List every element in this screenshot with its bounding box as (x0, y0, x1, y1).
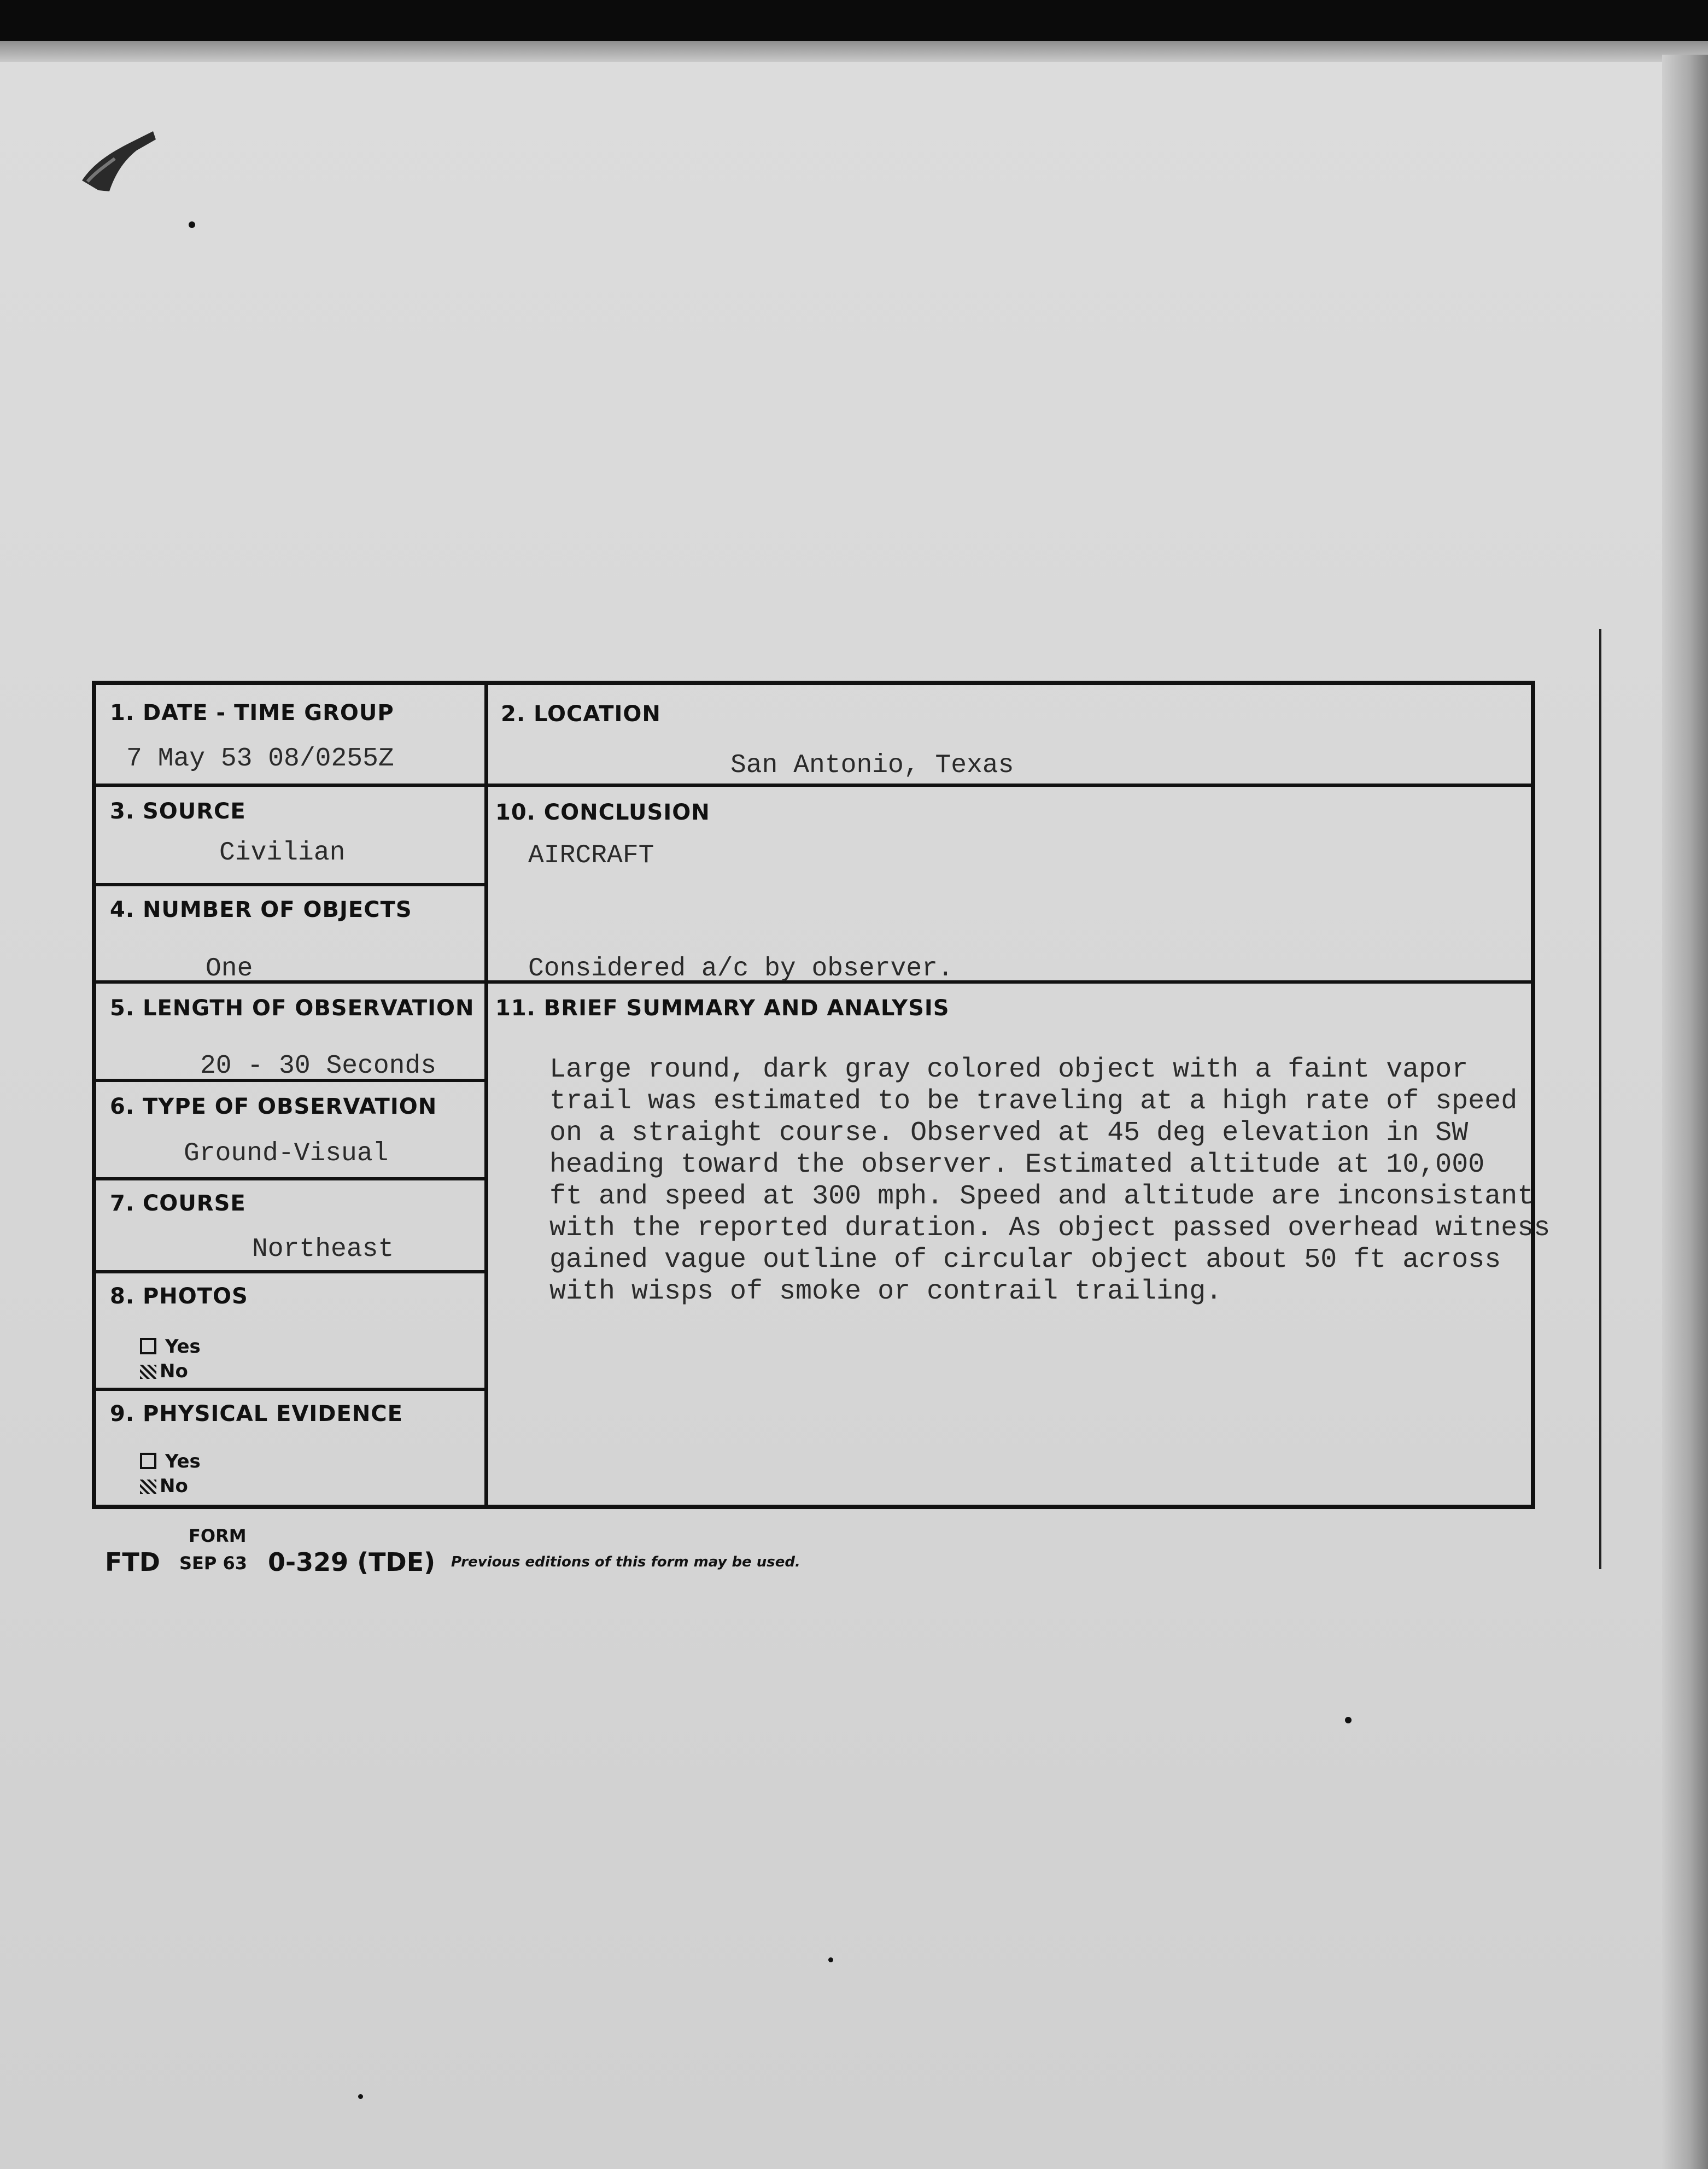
right-margin-line (1599, 629, 1601, 1569)
page-right-edge (1662, 55, 1708, 2169)
date-time-label: 1. DATE - TIME GROUP (110, 700, 394, 726)
speck (828, 1957, 833, 1962)
photos-no-option[interactable] (140, 1360, 188, 1382)
checkbox-icon (140, 1453, 156, 1469)
physical-no-option[interactable] (140, 1475, 188, 1497)
location-label: 2. LOCATION (501, 701, 661, 727)
physical-no-label: No (160, 1475, 188, 1497)
row-divider (96, 784, 1531, 787)
type-value: Ground-Visual (184, 1139, 389, 1168)
summary-label: 11. BRIEF SUMMARY AND ANALYSIS (495, 996, 950, 1021)
summary-line: Large round, dark gray colored object with a faint vapor (549, 1054, 1469, 1085)
form-label: FORM (189, 1525, 247, 1546)
summary-line: with wisps of smoke or contrail trailing. (549, 1276, 1222, 1307)
length-value: 20 - 30 Seconds (200, 1051, 437, 1081)
summary-line: trail was estimated to be traveling at a high rate of speed (549, 1086, 1518, 1117)
form-number: 0-329 (TDE) (268, 1547, 436, 1577)
photos-yes-option[interactable] (140, 1336, 201, 1358)
speck (189, 221, 195, 228)
row-divider (96, 1388, 487, 1391)
physical-evidence-label: 9. PHYSICAL EVIDENCE (110, 1401, 403, 1426)
photos-no-label: No (160, 1360, 188, 1382)
page-top-edge (0, 41, 1708, 62)
course-label: 7. COURSE (110, 1191, 246, 1216)
staple-mark (71, 120, 164, 202)
summary-line: on a straight course. Observed at 45 deg elevation in SW (549, 1118, 1469, 1149)
type-label: 6. TYPE OF OBSERVATION (110, 1094, 437, 1119)
location-value: San Antonio, Texas (730, 751, 1014, 780)
conclusion-label: 10. CONCLUSION (495, 800, 710, 825)
form-ftd: FTD (105, 1547, 160, 1577)
date-time-value: 7 May 53 08/0255Z (126, 744, 394, 774)
column-divider (484, 685, 488, 1505)
row-divider (96, 1177, 487, 1180)
photos-label: 8. PHOTOS (110, 1284, 248, 1309)
checked-box-icon (140, 1480, 156, 1494)
conclusion-note: Considered a/c by observer. (528, 954, 954, 984)
physical-yes-label: Yes (165, 1451, 201, 1472)
objects-label: 4. NUMBER OF OBJECTS (110, 897, 412, 922)
summary-line: gained vague outline of circular object about 50 ft across (549, 1244, 1501, 1276)
summary-text (549, 1054, 1577, 1308)
row-divider (96, 883, 487, 886)
form-note: Previous editions of this form may be used. (451, 1554, 800, 1570)
photos-yes-label: Yes (165, 1336, 201, 1358)
summary-line: ft and speed at 300 mph. Speed and altitude are inconsistant (549, 1181, 1534, 1212)
summary-line: with the reported duration. As object passed overhead witness (549, 1213, 1551, 1244)
speck (358, 2094, 363, 2099)
course-value: Northeast (252, 1235, 394, 1264)
row-divider (96, 1270, 487, 1273)
checkbox-icon (140, 1338, 156, 1354)
source-value: Civilian (219, 838, 346, 868)
length-label: 5. LENGTH OF OBSERVATION (110, 996, 475, 1021)
form-date: SEP 63 (179, 1553, 248, 1574)
speck (1345, 1717, 1352, 1723)
objects-value: One (206, 954, 253, 984)
conclusion-value: AIRCRAFT (528, 841, 654, 870)
physical-yes-option[interactable] (140, 1451, 201, 1472)
checked-box-icon (140, 1365, 156, 1379)
source-label: 3. SOURCE (110, 799, 246, 824)
summary-line: heading toward the observer. Estimated altitude at 10,000 (549, 1149, 1485, 1180)
